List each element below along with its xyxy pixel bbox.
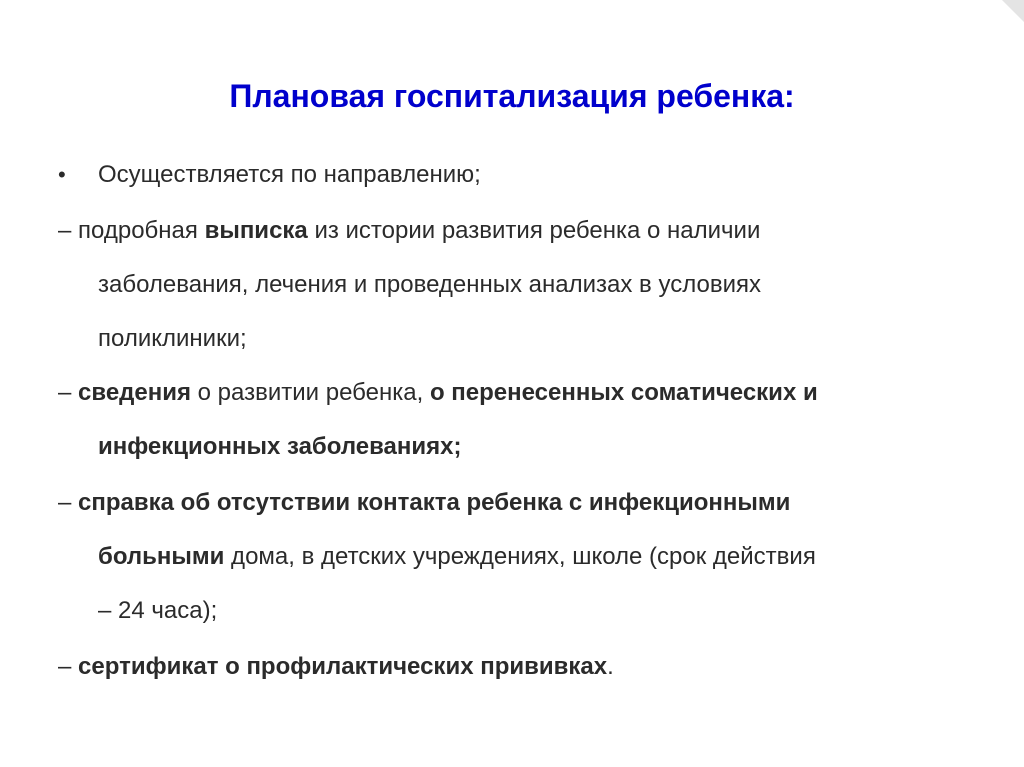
item-line bbox=[58, 216, 760, 246]
item-line: поликлиники; bbox=[98, 325, 247, 352]
list-item-vaccination-certificate bbox=[58, 652, 614, 682]
item-line bbox=[98, 542, 816, 572]
item-bold-text: больными bbox=[98, 543, 225, 570]
item-text: дома, в детских учреждениях, школе (срок действия bbox=[224, 543, 816, 570]
item-line bbox=[98, 432, 461, 462]
item-bold-text: выписка bbox=[204, 217, 308, 244]
item-dash: – bbox=[58, 653, 72, 680]
item-bold-text: инфекционных заболеваниях; bbox=[98, 433, 462, 460]
page-curl-decoration bbox=[1002, 0, 1024, 22]
item-text: о развитии ребенка, bbox=[191, 379, 430, 406]
item-text: из истории развития ребенка о наличии bbox=[307, 217, 761, 244]
item-line: – 24 часа); bbox=[98, 597, 218, 624]
item-text: подробная bbox=[71, 217, 205, 244]
item-line bbox=[58, 378, 818, 408]
slide-title: Плановая госпитализация ребенка: bbox=[229, 78, 795, 114]
item-bold-text: сведения bbox=[71, 379, 191, 406]
item-line bbox=[58, 488, 790, 518]
item-dash: – bbox=[58, 217, 72, 244]
item-dash: – bbox=[58, 489, 72, 516]
bullet-dot: • bbox=[58, 162, 66, 187]
item-text: Осуществляется по направлению; bbox=[98, 161, 481, 188]
item-line: заболевания, лечения и проведенных анализах в условиях bbox=[98, 271, 761, 298]
item-bold-text: о перенесенных соматических и bbox=[429, 379, 818, 406]
item-bold-text: справка об отсутствии контакта ребенка с инфекционными bbox=[71, 489, 791, 516]
item-bold-text: сертификат о профилактических прививках bbox=[71, 653, 608, 680]
item-text: . bbox=[607, 653, 614, 680]
item-dash: – bbox=[58, 379, 72, 406]
